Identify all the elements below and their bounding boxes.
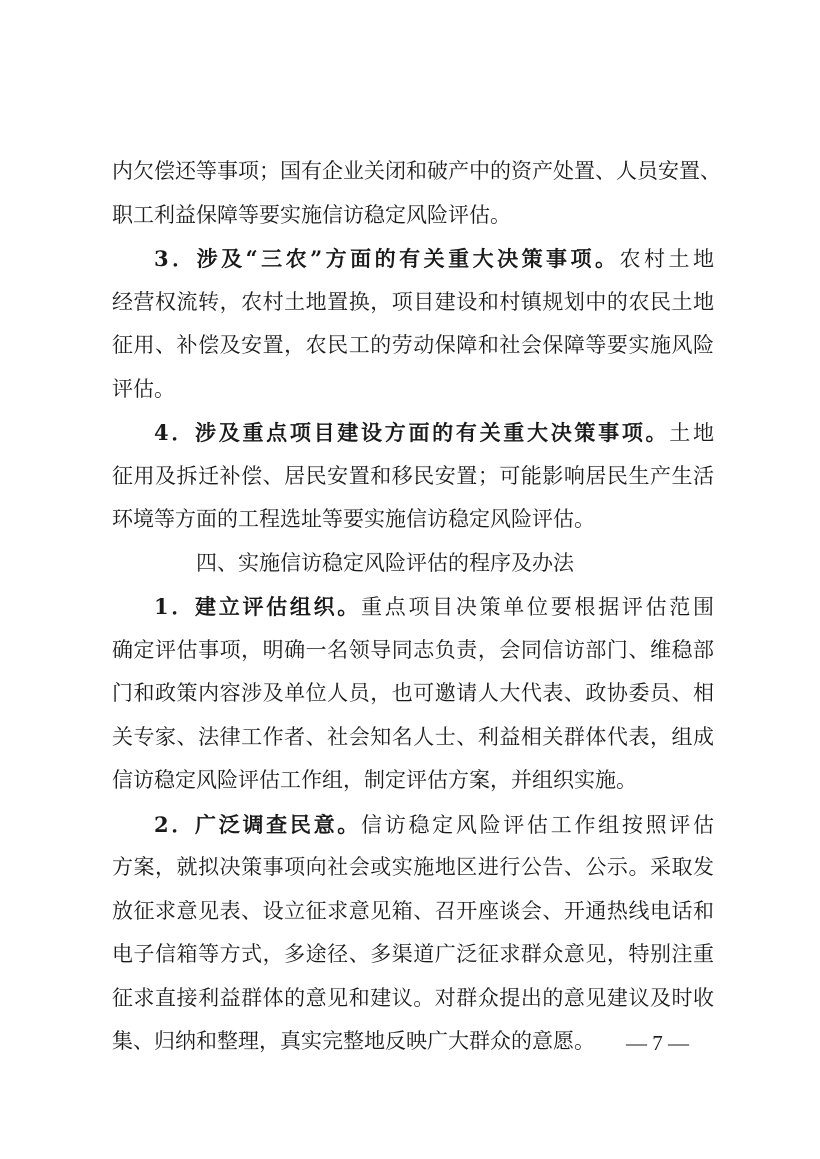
- text-line: 电子信箱等方式，多途径、多渠道广泛征求群众意见，特别注重: [112, 942, 714, 966]
- text-line: 征用、补偿及安置，农民工的劳动保障和社会保障等要实施风险: [112, 333, 714, 357]
- text-line: 征用及拆迁补偿、居民安置和移民安置；可能影响居民生产生活: [112, 463, 714, 488]
- text-line: 职工利益保障等要实施信访稳定风险评估。: [112, 202, 511, 227]
- text-line: 征求直接利益群体的意见和建议。对群众提出的意见建议及时收: [112, 985, 714, 1010]
- section-item-1: [112, 585, 714, 629]
- text-line: 集、归纳和整理，真实完整地反映广大群众的意愿。: [112, 1029, 595, 1053]
- text-line: 放征求意见表、设立征求意见箱、召开座谈会、开通热线电话和: [112, 898, 714, 923]
- section-item-3: [112, 237, 714, 281]
- item-4-text: 土地: [669, 421, 714, 445]
- item-1-text: 重点项目决策单位要根据评估范围: [361, 595, 714, 619]
- section-item-4: [112, 411, 714, 455]
- item-2-text: 信访稳定风险评估工作组按照评估: [361, 812, 714, 837]
- text-line: 环境等方面的工程选址等要实施信访稳定风险评估。: [112, 507, 595, 531]
- text-line: 确定评估事项，明确一名领导同志负责，会同信访部门、维稳部: [112, 637, 714, 662]
- page-number: — 7 —: [626, 1031, 689, 1055]
- section-heading-4: 四、实施信访稳定风险评估的程序及办法: [196, 550, 574, 575]
- text-line: 经营权流转，农村土地置换，项目建设和村镇规划中的农民土地: [112, 289, 714, 314]
- section-item-2: [112, 803, 714, 847]
- item-3-title: 3．涉及“三农”方面的有关重大决策事项。: [154, 246, 620, 271]
- item-4-title: 4．涉及重点项目建设方面的有关重大决策事项。: [154, 420, 670, 445]
- document-body: [112, 150, 721, 1064]
- text-line: 评估。: [112, 376, 175, 401]
- item-3-text: 农村土地: [619, 247, 714, 271]
- text-line: 关专家、法律工作者、社会知名人士、利益相关群体代表，组成: [112, 724, 714, 749]
- text-line: 信访稳定风险评估工作组，制定评估方案，并组织实施。: [112, 768, 637, 792]
- text-line: 门和政策内容涉及单位人员，也可邀请人大代表、政协委员、相: [112, 681, 714, 705]
- item-1-title: 1．建立评估组织。: [154, 594, 362, 619]
- text-line: 内欠偿还等事项；国有企业关闭和破产中的资产处置、人员安置、: [112, 159, 721, 183]
- item-2-title: 2．广泛调查民意。: [154, 811, 362, 837]
- text-line: 方案，就拟决策事项向社会或实施地区进行公告、公示。采取发: [112, 855, 714, 879]
